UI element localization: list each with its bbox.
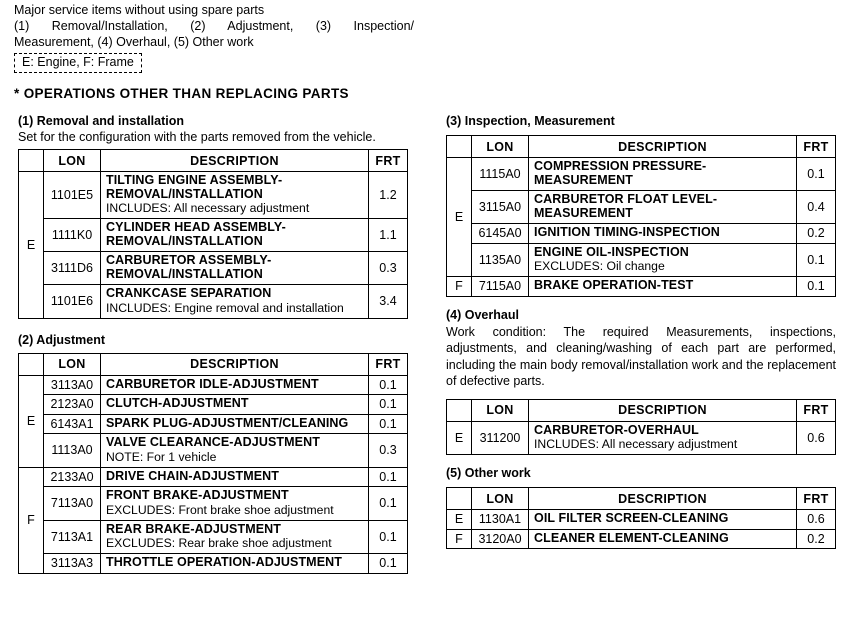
header-lon: LON	[472, 136, 529, 158]
frt-cell: 3.4	[369, 285, 408, 319]
table-row	[19, 172, 408, 219]
intro-line-3: Measurement, (4) Overhaul, (5) Other work	[14, 35, 254, 49]
frt-cell: 1.1	[369, 219, 408, 252]
description-main: CARBURETOR FLOAT LEVEL-MEASUREMENT	[534, 192, 718, 220]
table-row	[19, 554, 408, 574]
header-group	[447, 136, 472, 158]
frt-cell: 0.1	[369, 520, 408, 554]
section-title-3: (3) Inspection, Measurement	[446, 114, 615, 128]
table-row	[19, 434, 408, 468]
description-cell	[101, 467, 369, 487]
lon-cell: 1135A0	[472, 243, 529, 277]
table-row	[447, 529, 836, 549]
description-main: CLEANER ELEMENT-CLEANING	[534, 530, 729, 545]
description-note: NOTE: For 1 vehicle	[106, 449, 217, 464]
description-note: EXCLUDES: Front brake shoe adjustment	[106, 502, 334, 517]
table-header-row	[447, 488, 836, 510]
description-note: INCLUDES: All necessary adjustment	[534, 437, 738, 451]
description-cell	[101, 219, 369, 252]
description-cell	[529, 191, 797, 224]
header-frt: FRT	[797, 136, 836, 158]
lon-cell: 3115A0	[472, 191, 529, 224]
lon-cell: 3120A0	[472, 529, 529, 549]
lon-cell: 7113A1	[44, 520, 101, 554]
frt-cell: 0.1	[797, 158, 836, 191]
section-other-work	[446, 466, 836, 549]
description-cell	[101, 520, 369, 554]
description-note: INCLUDES: All necessary adjustment	[106, 201, 310, 215]
frt-cell: 0.1	[369, 487, 408, 521]
frt-cell: 0.4	[797, 191, 836, 224]
description-main: DRIVE CHAIN-ADJUSTMENT	[106, 468, 280, 483]
description-cell	[529, 158, 797, 191]
table-row	[19, 285, 408, 319]
header-description: DESCRIPTION	[529, 399, 797, 421]
header-description: DESCRIPTION	[101, 150, 369, 172]
description-main: OIL FILTER SCREEN-CLEANING	[534, 511, 729, 525]
table-row	[447, 243, 836, 277]
table-header-row	[447, 136, 836, 158]
lon-cell: 1115A0	[472, 158, 529, 191]
section-inspection-measurement	[446, 114, 836, 297]
lon-cell: 7113A0	[44, 487, 101, 521]
table-row	[447, 421, 836, 455]
description-cell	[101, 434, 369, 468]
header-group	[447, 488, 472, 510]
lon-cell: 6145A0	[472, 224, 529, 244]
header-group	[19, 150, 44, 172]
frt-cell: 0.1	[369, 414, 408, 434]
table-header-row	[19, 150, 408, 172]
intro-line-1: Major service items without using spare parts	[14, 3, 265, 17]
lon-cell: 7115A0	[472, 277, 529, 297]
frt-cell: 0.2	[797, 224, 836, 244]
section-overhaul	[446, 308, 836, 456]
table-row	[19, 487, 408, 521]
header-lon: LON	[44, 150, 101, 172]
frt-cell: 0.6	[797, 421, 836, 455]
table-row	[19, 252, 408, 285]
table-row	[19, 395, 408, 415]
description-main: IGNITION TIMING-INSPECTION	[534, 225, 720, 239]
description-cell	[101, 285, 369, 319]
lon-cell: 1101E6	[44, 285, 101, 319]
description-main: CRANKCASE SEPARATION	[106, 286, 272, 300]
description-cell	[529, 421, 797, 455]
frt-cell: 0.1	[369, 375, 408, 395]
table-row	[447, 224, 836, 244]
lon-cell: 3111D6	[44, 252, 101, 285]
table-removal-installation	[18, 149, 408, 319]
lon-cell: 1113A0	[44, 434, 101, 468]
description-cell	[529, 243, 797, 277]
lon-cell: 1101E5	[44, 172, 101, 219]
header-frt: FRT	[797, 399, 836, 421]
header-lon: LON	[44, 353, 101, 375]
description-main: CARBURETOR-OVERHAUL	[534, 422, 699, 437]
group-cell: F	[447, 277, 472, 297]
lon-cell: 1111K0	[44, 219, 101, 252]
description-cell	[101, 172, 369, 219]
intro-line-2: (1) Removal/Installation, (2) Adjustment, (3) Inspection/	[14, 19, 414, 33]
table-row	[19, 520, 408, 554]
description-note: EXCLUDES: Oil change	[534, 259, 665, 273]
header-frt: FRT	[797, 488, 836, 510]
lon-cell: 311200	[472, 421, 529, 455]
section-removal-installation	[18, 114, 408, 319]
table-row	[447, 191, 836, 224]
table-inspection-measurement	[446, 135, 836, 297]
table-row	[19, 219, 408, 252]
description-main: CARBURETOR IDLE-ADJUSTMENT	[106, 376, 319, 391]
frt-cell: 0.2	[797, 529, 836, 549]
frt-cell: 0.3	[369, 252, 408, 285]
description-main: TILTING ENGINE ASSEMBLY-REMOVAL/INSTALLATION	[106, 173, 283, 201]
group-cell: E	[447, 158, 472, 277]
description-cell	[529, 510, 797, 530]
operations-heading: * OPERATIONS OTHER THAN REPLACING PARTS	[14, 86, 349, 101]
header-description: DESCRIPTION	[529, 488, 797, 510]
table-row	[19, 375, 408, 395]
frt-cell: 0.1	[797, 277, 836, 297]
group-cell: E	[447, 510, 472, 530]
lon-cell: 6143A1	[44, 414, 101, 434]
group-cell: E	[19, 375, 44, 467]
frt-cell: 0.3	[369, 434, 408, 468]
table-row	[19, 414, 408, 434]
header-lon: LON	[472, 488, 529, 510]
section-subtitle-1: Set for the configuration with the parts removed from the vehicle.	[18, 130, 376, 144]
header-description: DESCRIPTION	[529, 136, 797, 158]
header-description: DESCRIPTION	[101, 353, 369, 375]
overhaul-paragraph-body: Work condition: The required Measurements, inspections, adjustments, and cleaning/washing of each part are performed, including the main body removal/installation work and the	[446, 324, 836, 372]
table-overhaul	[446, 399, 836, 456]
lon-cell: 2133A0	[44, 467, 101, 487]
description-cell	[101, 252, 369, 285]
table-row	[19, 467, 408, 487]
description-main: REAR BRAKE-ADJUSTMENT	[106, 521, 282, 536]
frt-cell: 0.6	[797, 510, 836, 530]
overhaul-paragraph	[446, 324, 836, 390]
description-cell	[529, 277, 797, 297]
description-main: CARBURETOR ASSEMBLY-REMOVAL/INSTALLATION	[106, 253, 272, 281]
group-cell: E	[447, 421, 472, 455]
frt-cell: 0.1	[369, 395, 408, 415]
description-cell	[101, 395, 369, 415]
section-title-1: (1) Removal and installation	[18, 114, 185, 128]
description-note: EXCLUDES: Rear brake shoe adjustment	[106, 536, 332, 550]
description-cell	[529, 529, 797, 549]
header-frt: FRT	[369, 353, 408, 375]
frt-cell: 1.2	[369, 172, 408, 219]
table-other-work	[446, 487, 836, 549]
header-group	[447, 399, 472, 421]
description-main: BRAKE OPERATION-TEST	[534, 278, 694, 292]
header-lon: LON	[472, 399, 529, 421]
section-title-4: (4) Overhaul	[446, 307, 519, 322]
legend-box: E: Engine, F: Frame	[14, 53, 142, 73]
lon-cell: 3113A0	[44, 375, 101, 395]
right-column	[446, 114, 836, 549]
description-main: CYLINDER HEAD ASSEMBLY-REMOVAL/INSTALLATION	[106, 220, 286, 248]
frt-cell: 0.1	[369, 467, 408, 487]
left-column	[18, 114, 408, 574]
header-group	[19, 353, 44, 375]
lon-cell: 3113A3	[44, 554, 101, 574]
description-main: SPARK PLUG-ADJUSTMENT/CLEANING	[106, 415, 349, 430]
group-cell: E	[19, 172, 44, 319]
description-main: COMPRESSION PRESSURE-MEASUREMENT	[534, 159, 707, 187]
description-cell	[101, 414, 369, 434]
table-row	[447, 158, 836, 191]
intro-block	[14, 2, 414, 73]
description-note: INCLUDES: Engine removal and installation	[106, 300, 344, 315]
group-cell: F	[19, 467, 44, 573]
table-row	[447, 277, 836, 297]
table-row	[447, 510, 836, 530]
description-cell	[101, 554, 369, 574]
frt-cell: 0.1	[369, 554, 408, 574]
header-frt: FRT	[369, 150, 408, 172]
section-adjustment	[18, 333, 408, 574]
table-header-row	[447, 399, 836, 421]
description-main: THROTTLE OPERATION-ADJUSTMENT	[106, 555, 342, 569]
description-cell	[529, 224, 797, 244]
lon-cell: 1130A1	[472, 510, 529, 530]
table-adjustment	[18, 353, 408, 574]
section-title-2: (2) Adjustment	[18, 332, 106, 347]
description-cell	[101, 375, 369, 395]
frt-cell: 0.1	[797, 243, 836, 277]
overhaul-paragraph-last: replacement of defective parts.	[446, 357, 836, 388]
description-main: CLUTCH-ADJUSTMENT	[106, 396, 249, 410]
description-cell	[101, 487, 369, 521]
lon-cell: 2123A0	[44, 395, 101, 415]
description-main: VALVE CLEARANCE-ADJUSTMENT	[106, 435, 320, 449]
section-title-5: (5) Other work	[446, 466, 531, 480]
group-cell: F	[447, 529, 472, 549]
description-main: ENGINE OIL-INSPECTION	[534, 244, 689, 259]
table-header-row	[19, 353, 408, 375]
description-main: FRONT BRAKE-ADJUSTMENT	[106, 488, 289, 502]
